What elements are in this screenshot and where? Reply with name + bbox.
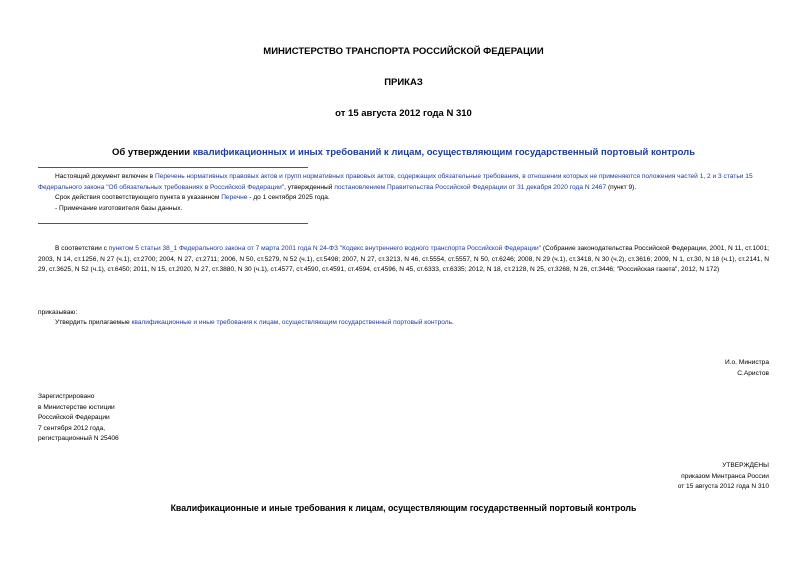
order-text: Утвердить прилагаемые (55, 319, 132, 326)
notice-block (38, 172, 769, 214)
notice-text: Настоящий документ включен в (55, 173, 155, 180)
order-text: . (452, 319, 454, 326)
registration-line: в Министерстве юстиции (38, 403, 115, 411)
order-intro: приказываю: (38, 309, 78, 316)
approved-line: УТВЕРЖДЕНЫ (722, 462, 769, 469)
notice-link-perechen[interactable]: Перечень нормативных правовых актов и групп нормативных правовых актов, содержащих обязательные требования, в отношении которых не применяются положения частей 1, 2 и 3 статьи 15 Федерального закона "Об обязательных требованиях в Российской Федерации" (38, 173, 753, 191)
order-paragraph (38, 318, 769, 329)
doc-type-heading: ПРИКАЗ (384, 77, 423, 88)
notice-paragraph-3: - Примечание изготовителя базы данных. (55, 204, 183, 212)
ministry-heading: МИНИСТЕРСТВО ТРАНСПОРТА РОССИЙСКОЙ ФЕДЕРАЦИИ (263, 46, 544, 57)
notice-paragraph-2 (38, 193, 769, 204)
title-link[interactable]: квалификационных и иных требований к лицам, осуществляющим государственный портовый контроль (192, 147, 696, 158)
appendix-title: Квалификационные и иные требования к лицам, осуществляющим государственный портовый контроль (170, 503, 637, 513)
approved-line: от 15 августа 2012 года N 310 (677, 483, 769, 491)
basis-text: В соответствии с (55, 245, 109, 252)
basis-link-codex[interactable]: пунктом 5 статьи 38_1 Федерального закона от 7 марта 2001 года N 24-ФЗ "Кодекс внутреннего водного транспорта Российской Федерации" (108, 245, 542, 252)
registration-line: Зарегистрировано (38, 393, 95, 400)
notice-bottom-rule (38, 223, 308, 224)
notice-text: (пункт 9). (606, 183, 637, 191)
signature-name: С.Аристов (737, 369, 769, 377)
notice-link-perechne[interactable]: Перечне (221, 194, 248, 202)
notice-paragraph-1 (38, 172, 769, 193)
notice-text: , утвержденный (284, 183, 335, 191)
order-link-requirements[interactable]: квалификационные и иные требования к лицам, осуществляющим государственный портовый контроль (131, 319, 453, 326)
title-prefix: Об утверждении (111, 147, 193, 158)
registration-line: Российской Федерации (38, 414, 110, 422)
notice-link-postanovlenie[interactable]: постановлением Правительства Российской Федерации от 31 декабря 2020 года N 2467 (334, 183, 607, 191)
signature-block (725, 358, 769, 379)
basis-paragraph (38, 244, 769, 276)
approved-block (678, 461, 769, 493)
registration-block (38, 392, 119, 445)
registration-line: 7 сентября 2012 года, (38, 424, 106, 432)
document-title (0, 147, 807, 158)
notice-text: - до 1 сентября 2025 года. (247, 194, 330, 202)
approved-line: приказом Минтранса России (681, 472, 769, 480)
signature-position: И.о. Министра (724, 359, 769, 366)
registration-line: регистрационный N 25406 (38, 435, 119, 443)
notice-top-rule (38, 167, 308, 168)
doc-date-heading: от 15 августа 2012 года N 310 (335, 108, 472, 119)
basis-text: (Собрание законодательства Российской Федерации, 2001, N 11, ст.1001; 2003, N 14, ст.1256, N 27 (ч.1), ст.2700; 2004, N 27, ст.2711; 2006, N 50, ст.5279, N 52 (ч.1), ст.5498; 2007, N 27, ст.3213, N 46, ст.5554, ст.5557, N 50, ст.6246; 2008, N 29 (ч.1), ст.3418, N 30 (ч.2), ст.3616; 2009, N 1, ст.30, N 18 (ч.1), ст.2141, N 29, ст.3625, N 52 (ч.1), ст.6450; 2011, N 15, ст.2020, N 27, ст.3880, N 30 (ч.1), ст.4577, ст.4590, ст.4591, ст.4594, ст.4596, N 45, ст.6333, ст.6335; 2012, N 18, ст.2128, N 25, ст.3268, N 26, ст.3446; "Российская газета", 2012, N 172) (38, 245, 769, 274)
notice-text: Срок действия соответствующего пункта в указанном (55, 194, 222, 202)
